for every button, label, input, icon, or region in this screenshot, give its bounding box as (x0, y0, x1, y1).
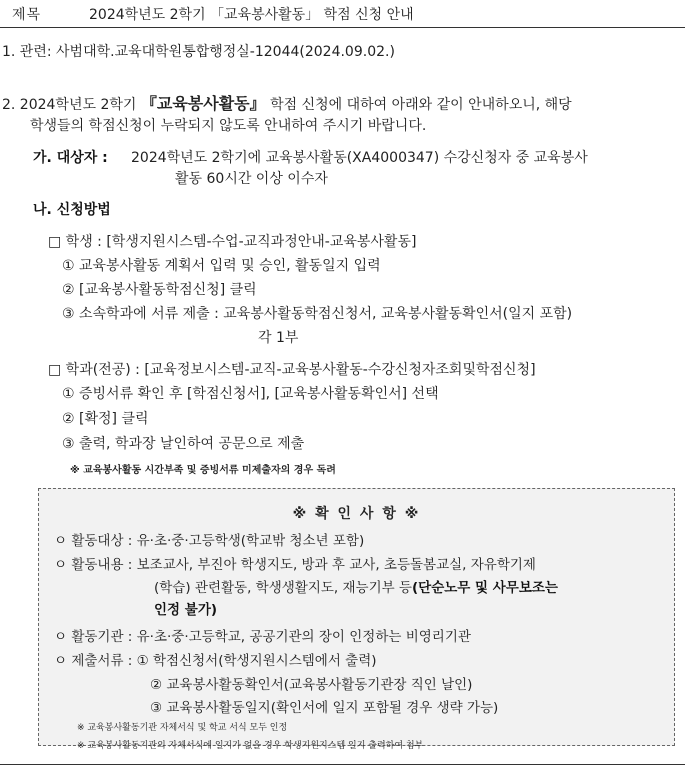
student-path-header: □ 학생 : [학생지원시스템-수업-교직과정안내-교육봉사활동] (48, 234, 417, 250)
checklist-docs-line-3: ③ 교육봉사활동일지(확인서에 일지 포함될 경우 생략 가능) (150, 700, 499, 716)
checklist-box (38, 488, 675, 751)
encouragement-note: ※ 교육봉사활동 시간부족 및 증빙서류 미제출자의 경우 독려 (70, 465, 336, 476)
document-title: 2024학년도 2학기 「교육봉사활동」 학점 신청 안내 (89, 7, 414, 23)
checklist-title: ※ 확 인 사 항 ※ (292, 506, 421, 522)
checklist-content-line-1: ㅇ 활동내용 : 보조교사, 부진아 학생지도, 방과 후 교사, 초등돌봄교실, 자유학기제 (54, 557, 536, 573)
checklist-content-line-2-text: (학습) 관련활동, 학생생활지도, 재능기부 등 (154, 580, 412, 596)
dept-path-header: □ 학과(전공) : [교육정보시스템-교직-교육봉사활동-수강신청자조회및학점신청] (48, 362, 536, 378)
student-step-1: ① 교육봉사활동 계획서 입력 및 승인, 활동일지 입력 (62, 258, 381, 274)
item-2-line-2: 학생들의 학점신청이 누락되지 않도록 안내하여 주시기 바랍니다. (30, 118, 427, 134)
dept-step-2: ② [확정] 클릭 (62, 411, 149, 427)
checklist-docs-line-2: ② 교육봉사활동확인서(교육봉사활동기관장 직인 날인) (150, 677, 473, 693)
section-ga-label: 가. 대상자 : (33, 150, 108, 166)
student-step-2: ② [교육봉사활동학점신청] 클릭 (62, 282, 257, 298)
section-na-label: 나. 신청방법 (33, 202, 111, 218)
checklist-note-1: ※ 교육봉사활동기관 자체서식 및 학교 서식 모두 인정 (77, 723, 288, 733)
checklist-note-2: ※ 교육봉사활동기관의 자체서식에 일지가 없을 경우 학생지원지스템 일지 출력하여 첨부 (77, 741, 424, 751)
checklist-target: ㅇ 활동대상 : 유·초·중·고등학생(학교밖 청소년 포함) (54, 533, 365, 549)
item-1-reference: 1. 관련: 사범대학.교육대학원통합행정실-12044(2024.09.02.) (2, 44, 395, 60)
student-step-3: ③ 소속학과에 서류 제출 : 교육봉사활동학점신청서, 교육봉사활동확인서(일지 포함) (62, 306, 573, 322)
item-2-line-1 (2, 95, 572, 114)
checklist-institution: ㅇ 활동기관 : 유·초·중·고등학교, 공공기관의 장이 인정하는 비영리기관 (54, 629, 471, 645)
item-2-suffix: 학점 신청에 대하여 아래와 같이 안내하오니, 해당 (265, 97, 572, 113)
section-ga-line-2: 활동 60시간 이상 이수자 (175, 171, 328, 187)
dept-step-3: ③ 출력, 학과장 날인하여 공문으로 제출 (62, 436, 305, 452)
checklist-content-line-2 (154, 579, 558, 597)
document-header (0, 0, 685, 28)
dept-step-1: ① 증빙서류 확인 후 [학점신청서], [교육봉사활동확인서] 선택 (62, 386, 439, 402)
item-2-prefix: 2. 2024학년도 2학기 (2, 97, 141, 113)
title-label: 제목 (12, 7, 42, 23)
checklist-exclusion-note-end: 인정 불가) (154, 602, 218, 618)
section-ga-line-1: 2024학년도 2학기에 교육봉사활동(XA4000347) 수강신청자 중 교육봉사 (131, 150, 588, 166)
checklist-docs-line-1: ㅇ 제출서류 : ① 학점신청서(학생지원시스템에서 출력) (54, 653, 377, 669)
item-2-highlight: 『교육봉사활동』 (140, 94, 266, 113)
student-step-3-continuation: 각 1부 (258, 330, 299, 346)
bottom-rule (0, 764, 685, 765)
checklist-exclusion-note: (단순노무 및 사무보조는 (411, 580, 558, 596)
